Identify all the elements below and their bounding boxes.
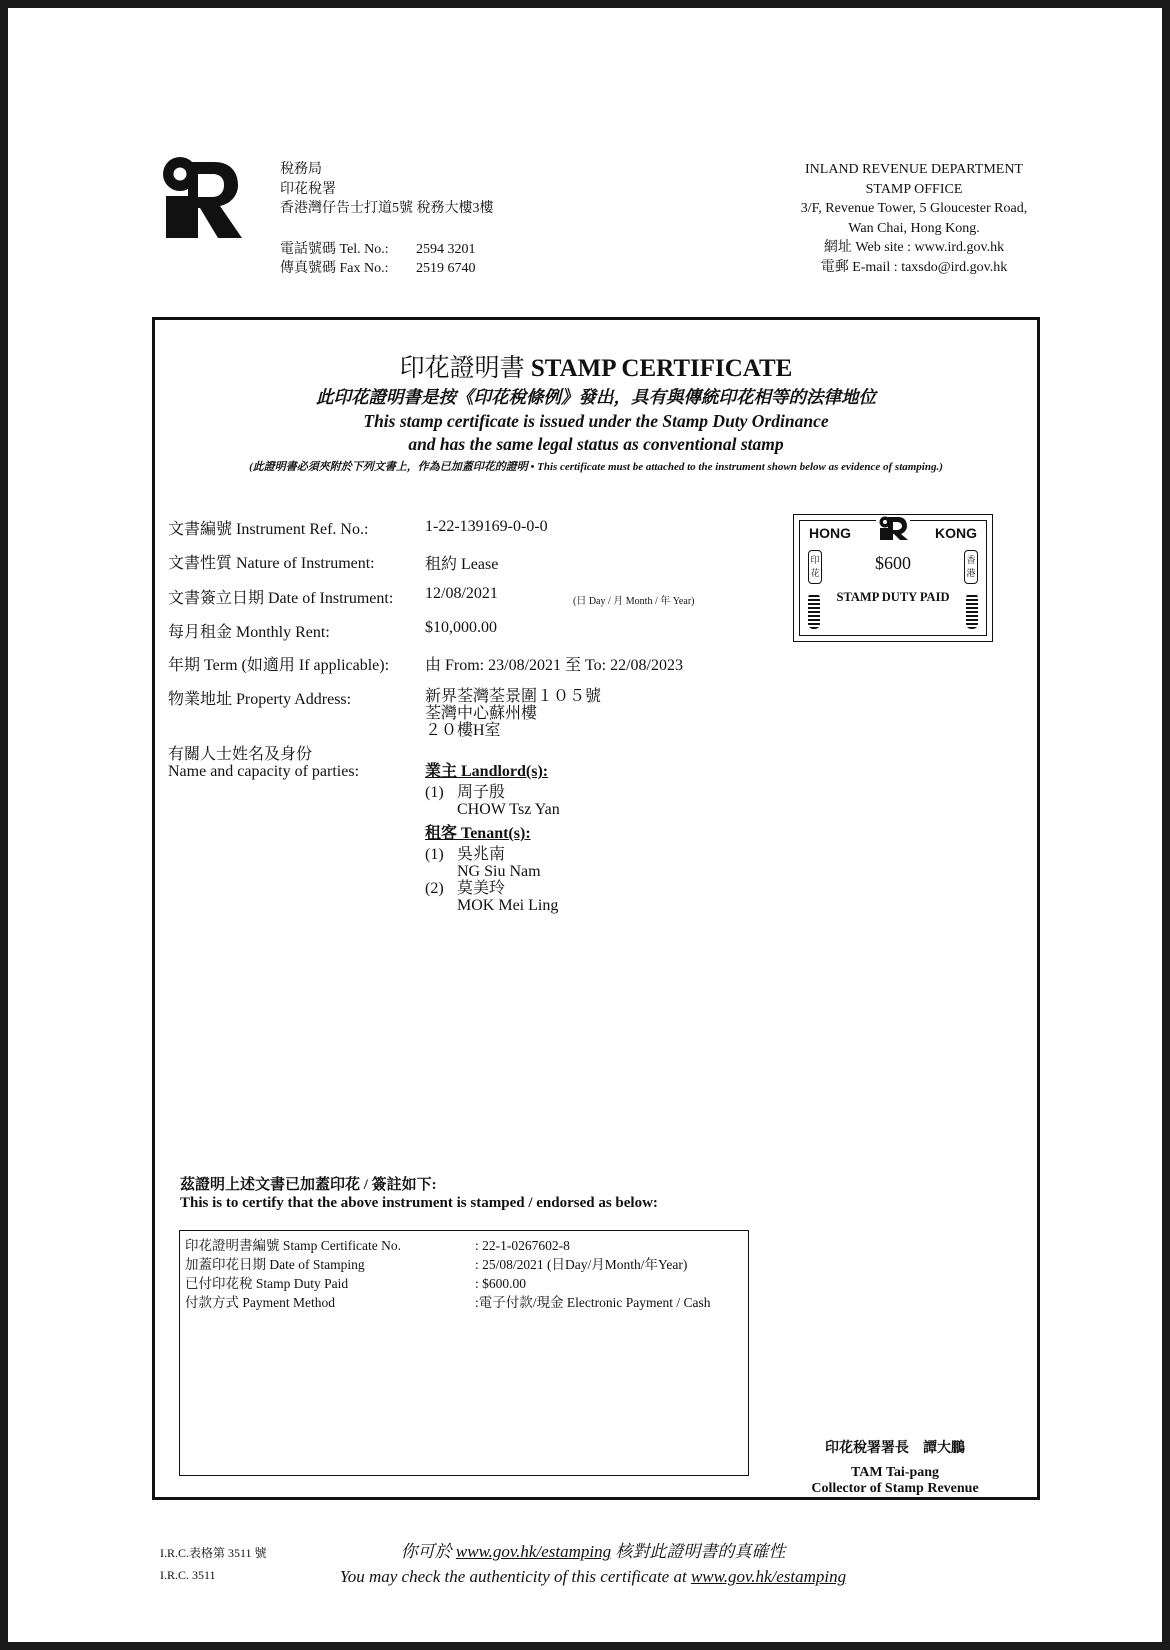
- ird-mini-logo: [876, 515, 910, 541]
- endorsement-heading-en: This is to certify that the above instrument is stamped / endorsed as below:: [180, 1195, 658, 1211]
- authenticity-note: [268, 1539, 918, 1589]
- rent-value: $10,000.00: [425, 619, 497, 636]
- property-address: [425, 688, 601, 739]
- parties-list: [425, 758, 560, 914]
- endorsement-value: :電子付款/現金 Electronic Payment / Cash: [475, 1295, 711, 1310]
- endorsement-row: [180, 1274, 748, 1293]
- authenticity-en-pre: You may check the authenticity of this certificate at: [339, 1567, 687, 1586]
- fax-label: 傳真號碼 Fax No.:: [280, 261, 389, 276]
- stamp-kong: KONG: [935, 525, 977, 541]
- nature-value: 租約 Lease: [425, 556, 499, 573]
- tel-label: 電話號碼 Tel. No.:: [280, 241, 389, 257]
- header-right: [764, 160, 1064, 277]
- party-number: (1): [425, 846, 444, 863]
- estamping-link[interactable]: www.gov.hk/estamping: [690, 1567, 847, 1586]
- party-name-zh: 莫美玲: [457, 880, 506, 897]
- office-en: STAMP OFFICE: [865, 181, 963, 197]
- endorsement-value: : 22-1-0267602-8: [475, 1238, 570, 1253]
- website: 網址 Web site : www.ird.gov.hk: [823, 240, 1005, 255]
- rent-label: 每月租金 Monthly Rent:: [168, 624, 330, 641]
- endorsement-value: : $600.00: [475, 1276, 527, 1291]
- header-left: [280, 160, 494, 279]
- estamping-link[interactable]: www.gov.hk/estamping: [455, 1542, 612, 1561]
- form-number-en: I.R.C. 3511: [160, 1568, 216, 1582]
- authenticity-zh-post: 核對此證明書的真確性: [615, 1542, 786, 1561]
- document-page: [8, 8, 1162, 1642]
- form-number: [160, 1542, 267, 1586]
- parties-label-en: Name and capacity of parties:: [168, 763, 360, 780]
- dept-zh: 稅務局: [280, 162, 322, 177]
- certificate-title: [155, 348, 1037, 384]
- endorsement-row: [180, 1236, 748, 1255]
- endorsement-row: [180, 1293, 748, 1312]
- parties-label: [168, 746, 359, 780]
- party-number: (1): [425, 784, 444, 801]
- tel-value: 2594 3201: [416, 241, 476, 257]
- address-en-2: Wan Chai, Hong Kong.: [848, 220, 980, 236]
- subtitle-en-1: This stamp certificate is issued under the Stamp Duty Ordinance: [363, 411, 829, 431]
- list-item: [425, 846, 560, 880]
- stamp-right-chars: 香港: [964, 550, 978, 584]
- address-line: 荃灣中心蘇州樓: [425, 705, 538, 722]
- address-label: 物業地址 Property Address:: [168, 691, 352, 708]
- title-en: STAMP CERTIFICATE: [530, 355, 793, 382]
- subtitle-en-2: and has the same legal status as conventional stamp: [408, 434, 784, 454]
- signatory-name-en: TAM Tai-pang: [850, 1465, 940, 1480]
- stamp-amount: $600: [875, 553, 911, 573]
- party-number: (2): [425, 880, 444, 897]
- party-name-en: MOK Mei Ling: [457, 897, 559, 914]
- date-hint: (日 Day / 月 Month / 年 Year): [573, 596, 695, 607]
- term-label: 年期 Term (如適用 If applicable):: [168, 657, 390, 674]
- landlord-heading: 業主 Landlord(s):: [425, 763, 549, 780]
- office-zh: 印花稅署: [280, 181, 336, 197]
- ref-label: 文書編號 Instrument Ref. No.:: [168, 521, 369, 538]
- address-line: 新界荃灣荃景圍１０５號: [425, 688, 602, 705]
- signatory-title-zh: 印花稅署署長 譚大鵬: [825, 1441, 965, 1456]
- dept-en: INLAND REVENUE DEPARTMENT: [805, 162, 1023, 177]
- attachment-note: (此證明書必須夾附於下列文書上，作為已加蓋印花的證明 • This certificate must be attached to the instrument shown below as evidence of stamping.): [249, 461, 943, 473]
- authenticity-zh-pre: 你可於: [400, 1542, 452, 1561]
- ref-value: 1-22-139169-0-0-0: [425, 518, 548, 535]
- endorsement-label: 加蓋印花日期 Date of Stamping: [185, 1257, 365, 1272]
- tenant-heading: 租客 Tenant(s):: [425, 825, 531, 842]
- title-zh: 印花證明書: [399, 355, 525, 382]
- address-en-1: 3/F, Revenue Tower, 5 Gloucester Road,: [800, 201, 1028, 216]
- endorsement-row: [180, 1255, 748, 1274]
- party-name-en: NG Siu Nam: [457, 863, 541, 880]
- endorsement-label: 印花證明書編號 Stamp Certificate No.: [185, 1238, 401, 1253]
- address-zh: 香港灣仔告士打道5號 稅務大樓3樓: [280, 201, 494, 216]
- email: 電郵 E-mail : taxsdo@ird.gov.hk: [820, 259, 1008, 275]
- date-value: 12/08/2021: [425, 585, 498, 602]
- parties-label-zh: 有關人士姓名及身份: [168, 746, 313, 763]
- ird-logo: [158, 154, 244, 240]
- party-name-zh: 吳兆南: [457, 846, 506, 863]
- term-value: 由 From: 23/08/2021 至 To: 22/08/2023: [425, 657, 684, 674]
- form-number-zh: I.R.C.表格第 3511 號: [160, 1546, 267, 1560]
- address-line: ２０樓H室: [425, 722, 501, 739]
- authenticity-en: [268, 1564, 918, 1589]
- signatory-title-en: Collector of Stamp Revenue: [811, 1481, 979, 1496]
- list-item: [425, 880, 560, 914]
- stamp-duty-mark: [793, 514, 993, 642]
- authenticity-zh: [268, 1539, 918, 1564]
- party-name-en: CHOW Tsz Yan: [457, 801, 560, 818]
- stamp-paid-text: STAMP DUTY PAID: [836, 590, 950, 604]
- subtitle-zh: 此印花證明書是按《印花稅條例》發出，具有與傳統印花相等的法律地位: [316, 387, 876, 407]
- endorsement-label: 付款方式 Payment Method: [185, 1295, 335, 1310]
- certificate-box: [152, 317, 1040, 1500]
- endorsement-heading-zh: 茲證明上述文書已加蓋印花 / 簽註如下:: [180, 1177, 437, 1193]
- date-label: 文書簽立日期 Date of Instrument:: [168, 590, 394, 607]
- endorsement-label: 已付印花稅 Stamp Duty Paid: [185, 1276, 349, 1291]
- stamp-left-chars: 印花: [808, 550, 822, 584]
- endorsement-value: : 25/08/2021 (日Day/月Month/年Year): [475, 1257, 688, 1272]
- list-item: [425, 784, 560, 818]
- fax-value: 2519 6740: [416, 261, 476, 276]
- stamp-hong: HONG: [809, 525, 851, 541]
- party-name-zh: 周子殷: [457, 784, 506, 801]
- nature-label: 文書性質 Nature of Instrument:: [168, 555, 375, 572]
- endorsement-box: [179, 1230, 749, 1476]
